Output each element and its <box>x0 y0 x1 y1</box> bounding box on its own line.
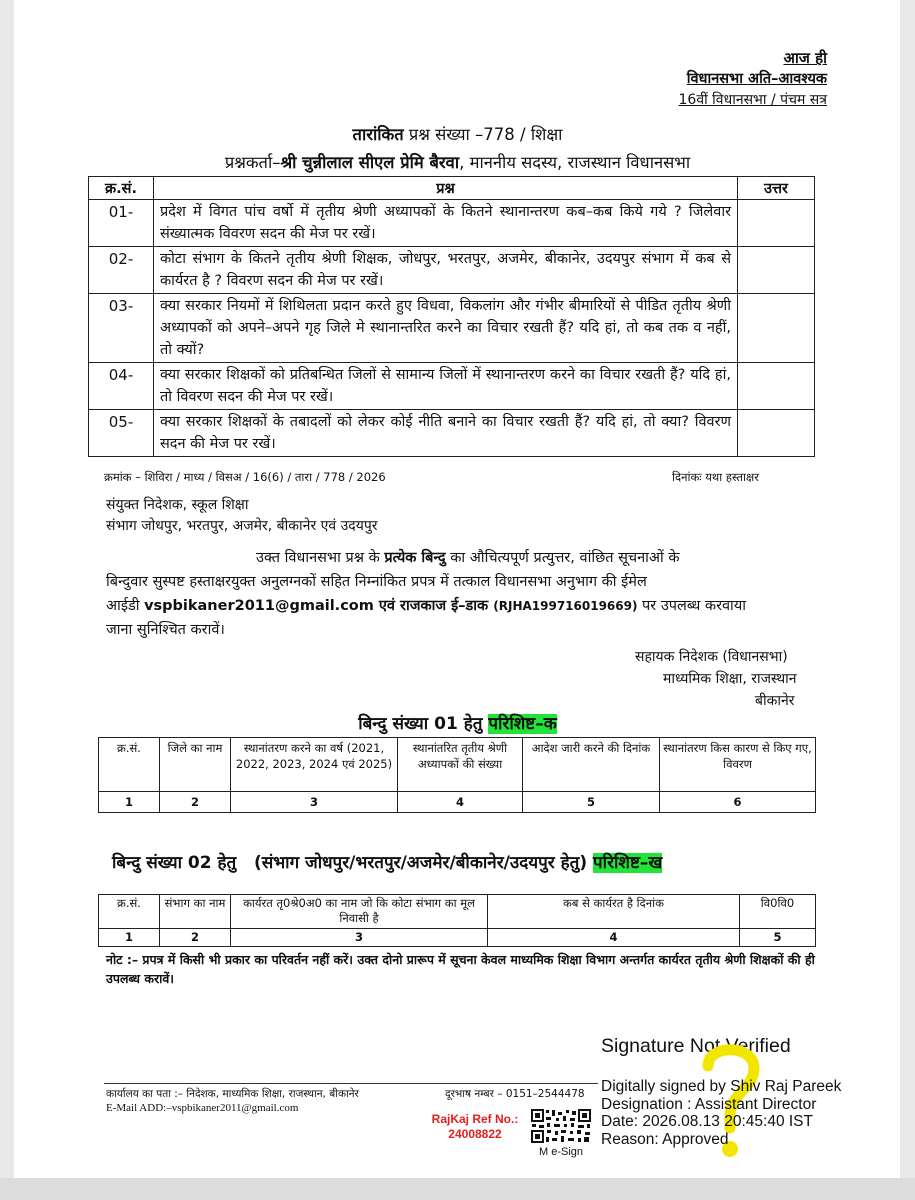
office-address: कार्यालय का पता :– निदेशक, माध्यमिक शिक्षा, राजस्थान, बीकानेर <box>106 1088 359 1100</box>
questioner-line: प्रश्नकर्ता–श्री चुन्नीलाल सीएल प्रेमि बैरवा, माननीय सदस्य, राजस्थान विधानसभा <box>224 153 691 172</box>
body-paragraph: उक्त विधानसभा प्रश्न के प्रत्येक बिन्दु का औचित्यपूर्ण प्रत्युत्तर, वांछित सूचनाओं के बिन्दुवार सुस्पष्ट हस्ताक्षरयुक्त अनुलग्नकों सहित निम्नांकित प्रपत्र में तत्काल विधानसभा अनुभाग की ईमेल आईडी vspbikaner2011@gmail.com एवं राजकाज ई–डाक (RJHA199716019669) पर उपलब्ध करवाया जाना सुनिश्चित करावें। <box>106 550 746 638</box>
question-title: तारांकित प्रश्न संख्या –778 / शिक्षा <box>352 125 563 144</box>
header-serial: क्र.सं. <box>89 177 154 200</box>
questions-table <box>88 176 815 457</box>
reference-date: दिनांकः यथा हस्ताक्षर <box>672 470 759 484</box>
annex1-table <box>98 737 816 813</box>
rajkaj-ref: RajKaj Ref No.: 24008822 <box>431 1112 519 1141</box>
table-row: 01- प्रदेश में विगत पांच वर्षो में तृतीय श्रेणी अध्यापकों के कितने स्थानान्तरण कब–कब किये गये ? जिलेवार संख्यात्मक विवरण सदन की मेज पर रखें। <box>89 200 815 247</box>
reference-number: क्रमांक – शिविरा / माध्य / विसअ / 16(6) / तारा / 778 / 2026 <box>104 470 386 484</box>
table-row: 1 2 3 4 5 <box>99 929 816 947</box>
table-row: 05- क्या सरकार शिक्षकों के तबादलों को लेकर कोई नीति बनाने का विचार रखती हैं? यदि हां, तो क्या? विवरण सदन की मेज पर रखें। <box>89 410 815 457</box>
annex2-tag: परिशिष्ट–ख <box>593 853 663 873</box>
addressee: संयुक्त निदेशक, स्कूल शिक्षा संभाग जोधपुर, भरतपुर, अजमेर, बीकानेर एवं उदयपुर <box>106 497 378 534</box>
urgency-today: आज ही <box>783 49 827 67</box>
office-phone: दूरभाष नम्बर – 0151–2544478 <box>445 1088 585 1100</box>
signatory-block: सहायक निदेशक (विधानसभा) माध्यमिक शिक्षा, राजस्थान बीकानेर <box>635 649 797 709</box>
signature-status: Signature Not Verified <box>601 1035 791 1057</box>
signature-details: Digitally signed by Shiv Raj Pareek Designation : Assistant Director Date: 2026.08.13 20:45:40 IST Reason: Approved <box>601 1078 842 1148</box>
header-answer: उत्तर <box>738 177 815 200</box>
table-row: 04- क्या सरकार शिक्षकों को प्रतिबन्धित जिलों से सामान्य जिलों में स्थानान्तरण करने का विचार रखती हैं? यदि हां, तो विवरण सदन की मेज पर रखें। <box>89 363 815 410</box>
table-row: 02- कोटा संभाग के कितने तृतीय श्रेणी शिक्षक, जोधपुर, भरतपुर, अजमेर, बीकानेर, उदयपुर संभाग में कब से कार्यरत है ? विवरण सदन की मेज पर रखें। <box>89 247 815 294</box>
annex1-title: बिन्दु संख्या 01 हेतु परिशिष्ट–क <box>358 714 557 734</box>
table-header-row: क्र.सं. संभाग का नाम कार्यरत तृ0श्रे0अ0 का नाम जो कि कोटा संभाग का मूल निवासी है कब से कार्यरत है दिनांक वि0वि0 <box>99 895 816 929</box>
email-address: vspbikaner2011@gmail.com <box>144 598 374 614</box>
footer-divider <box>104 1083 598 1084</box>
table-header-row <box>89 177 815 200</box>
table-row: 1 2 3 4 5 6 <box>99 792 816 813</box>
table-header-row: क्र.सं. जिले का नाम स्थानांतरण करने का वर्ष (2021, 2022, 2023, 2024 एवं 2025) स्थानांतरित तृतीय श्रेणी अध्यापकों की संख्या आदेश जारी करने की दिनांक स्थानांतरण किस कारण से किए गए, विवरण <box>99 738 816 792</box>
footer-email: E-Mail ADD:–vspbikaner2011@gmail.com <box>106 1102 299 1114</box>
header-question: प्रश्न <box>154 177 738 200</box>
table-row: 03- क्या सरकार नियमों में शिथिलता प्रदान करते हुए विधवा, विकलांग और गंभीर बीमारियों से पीडित तृतीय श्रेणी अध्यापकों को अपने–अपने गृह जिले मे स्थानान्तरित करने का विचार रखती हैं? यदि हां, तो कब तक व नहीं, तो क्यों? <box>89 294 815 363</box>
qr-code <box>530 1108 592 1144</box>
urgency-label: विधानसभा अति–आवश्यक <box>686 71 827 87</box>
annex1-tag: परिशिष्ट–क <box>488 714 557 734</box>
viewer-bottom-band <box>0 1178 915 1200</box>
esign-label: M e-Sign <box>538 1146 584 1158</box>
annex2-table <box>98 894 816 947</box>
note: नोट :– प्रपत्र में किसी भी प्रकार का परिवर्तन नहीं करें। उक्त दोनो प्रारूप में सूचना केवल माध्यमिक शिक्षा विभाग अन्तर्गत कार्यरत तृतीय श्रेणी शिक्षकों की ही उपलब्ध करावें। <box>106 952 815 986</box>
session-label: 16वीं विधानसभा / पंचम सत्र <box>678 92 827 108</box>
annex2-title: बिन्दु संख्या 02 हेतु (संभाग जोधपुर/भरतपुर/अजमेर/बीकानेर/उदयपुर हेतु) परिशिष्ट–ख <box>112 853 663 873</box>
